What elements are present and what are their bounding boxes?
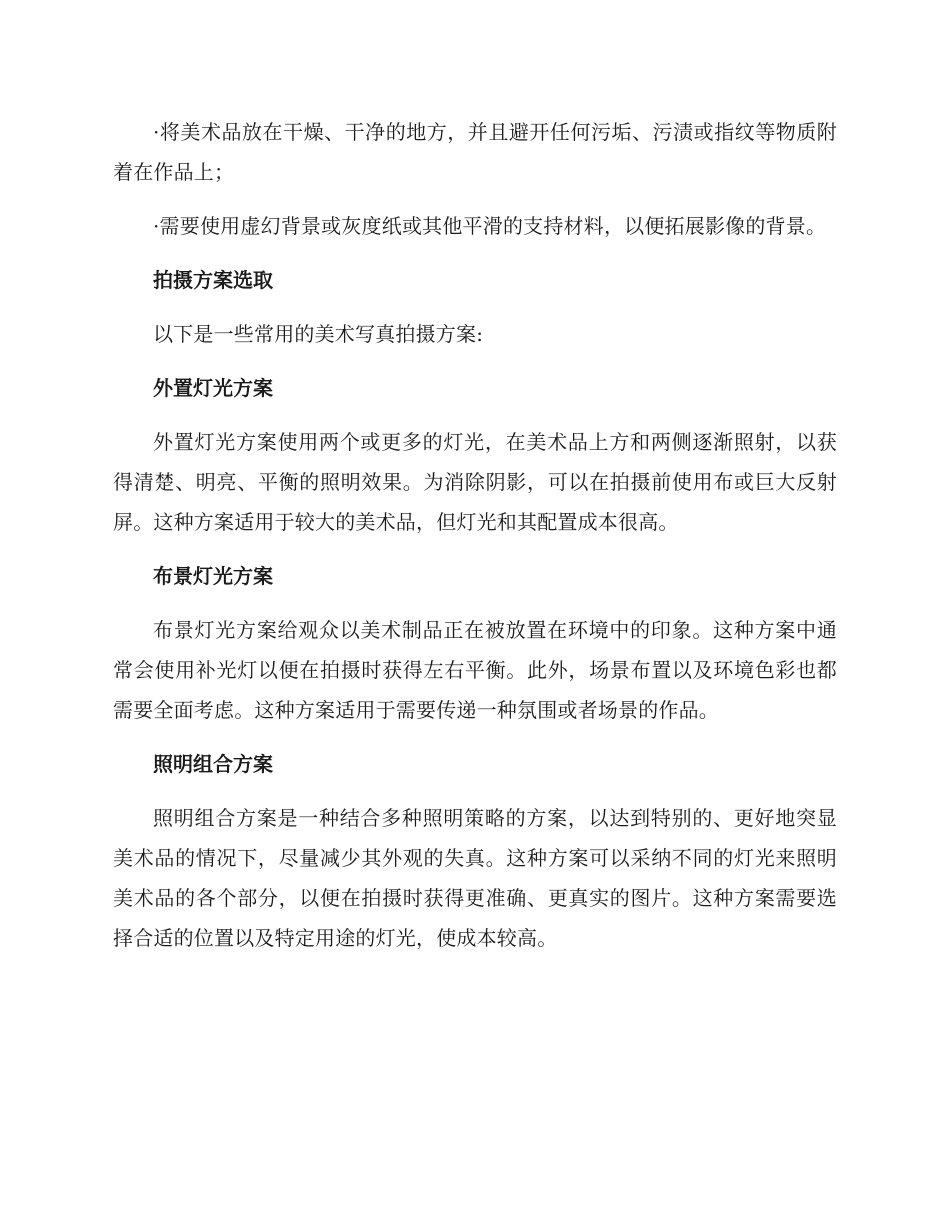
- paragraph-plan-intro: 以下是一些常用的美术写真拍摄方案:: [153, 322, 484, 346]
- paragraph-set-lighting: 布景灯光方案给观众以美术制品正在被放置在环境中的印象。这种方案中通常会使用补光灯以便在拍摄时获得左右平衡。此外，场景布置以及环境色彩也都需要全面考虑。这种方案适用于需要传递一种氛围或者场景的作品。: [113, 618, 837, 722]
- heading-external-lighting: 外置灯光方案: [153, 376, 273, 400]
- paragraph-external-lighting: 外置灯光方案使用两个或更多的灯光，在美术品上方和两侧逐渐照射，以获得清楚、明亮、平衡的照明效果。为消除阴影，可以在拍摄前使用布或巨大反射屏。这种方案适用于较大的美术品，但灯光和其配置成本很高。: [113, 430, 837, 534]
- heading-set-lighting: 布景灯光方案: [153, 564, 273, 588]
- paragraph-combined-lighting: 照明组合方案是一种结合多种照明策略的方案，以达到特别的、更好地突显美术品的情况下，尽量减少其外观的失真。这种方案可以采纳不同的灯光来照明美术品的各个部分，以便在拍摄时获得更准确、更真实的图片。这种方案需要选择合适的位置以及特定用途的灯光，使成本较高。: [113, 806, 837, 950]
- document-page: [113, 112, 837, 972]
- heading-shooting-plan-selection: 拍摄方案选取: [153, 268, 273, 292]
- heading-combined-lighting: 照明组合方案: [153, 752, 273, 776]
- bullet-background-material: ·需要使用虚幻背景或灰度纸或其他平滑的支持材料，以便拓展影像的背景。: [153, 214, 827, 238]
- bullet-clean-placement: ·将美术品放在干燥、干净的地方，并且避开任何污垢、污渍或指纹等物质附着在作品上；: [113, 120, 837, 184]
